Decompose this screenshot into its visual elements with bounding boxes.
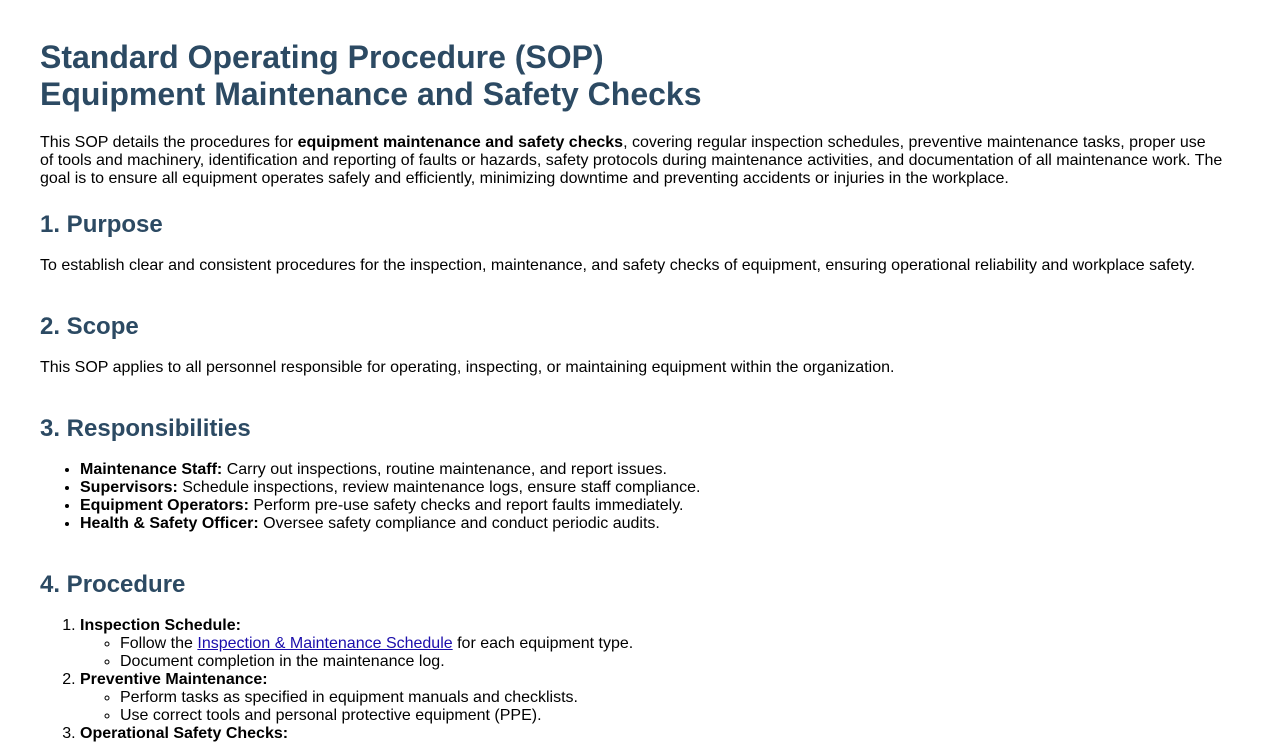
procedure-list <box>40 617 1223 743</box>
step-sublist <box>80 689 1223 725</box>
purpose-heading: 1. Purpose <box>40 211 163 238</box>
scope-text: This SOP applies to all personnel responsible for operating, inspecting, or maintaining equipment within the organization. <box>40 359 895 376</box>
list-item <box>120 635 1223 653</box>
page-title <box>40 0 1223 113</box>
intro-text-end: , covering regular inspection schedules, preventive maintenance tasks, proper use of tools and machinery, identification and reporting of faults or hazards, safety protocols during maintenance activities, and documentation of all maintenance work. The goal is to ensure all equipment operates safely and efficiently, minimizing downtime and preventing accidents or injuries in the workplace. <box>40 134 1223 187</box>
step-title: Preventive Maintenance: <box>80 671 268 688</box>
step-title: Inspection Schedule: <box>80 617 241 634</box>
sub-text: for each equipment type. <box>452 635 634 652</box>
step-title: Operational Safety Checks: <box>80 725 289 742</box>
list-item <box>80 497 1223 515</box>
role-label: Equipment Operators: <box>80 497 249 514</box>
procedure-heading: 4. Procedure <box>40 571 186 598</box>
sub-text: Follow the <box>120 635 198 652</box>
responsibilities-heading: 3. Responsibilities <box>40 415 251 442</box>
intro-bold-text: equipment maintenance and safety checks <box>297 134 624 151</box>
purpose-text: To establish clear and consistent procedures for the inspection, maintenance, and safety checks of equipment, ensuring operational reliability and workplace safety. <box>40 257 1196 274</box>
role-description: Schedule inspections, review maintenance logs, ensure staff compliance. <box>177 479 701 496</box>
step-sublist <box>80 635 1223 671</box>
title-line-1: Standard Operating Procedure (SOP) <box>40 39 604 75</box>
title-line-2: Equipment Maintenance and Safety Checks <box>40 76 702 112</box>
list-item <box>80 515 1223 533</box>
procedure-step <box>80 725 1223 743</box>
list-item: ◦ Document completion in the maintenance log. <box>120 653 1223 671</box>
scope-heading: 2. Scope <box>40 313 139 340</box>
intro-paragraph <box>40 134 1223 188</box>
schedule-link[interactable]: Inspection & Maintenance Schedule <box>197 635 453 652</box>
intro-text-start: This SOP details the procedures for <box>40 134 298 151</box>
role-label: Maintenance Staff: <box>80 461 223 478</box>
list-item <box>80 479 1223 497</box>
procedure-step <box>80 617 1223 671</box>
list-item: ◦ Perform tasks as specified in equipment manuals and checklists. <box>120 689 1223 707</box>
role-description: Carry out inspections, routine maintenance, and report issues. <box>222 461 667 478</box>
role-label: Supervisors: <box>80 479 178 496</box>
responsibilities-list <box>40 461 1223 533</box>
list-item: ◦ Use correct tools and personal protective equipment (PPE). <box>120 707 1223 725</box>
list-item <box>80 461 1223 479</box>
role-description: Perform pre-use safety checks and report faults immediately. <box>248 497 684 514</box>
role-description: Oversee safety compliance and conduct periodic audits. <box>258 515 660 532</box>
procedure-step <box>80 671 1223 725</box>
role-label: Health & Safety Officer: <box>80 515 259 532</box>
